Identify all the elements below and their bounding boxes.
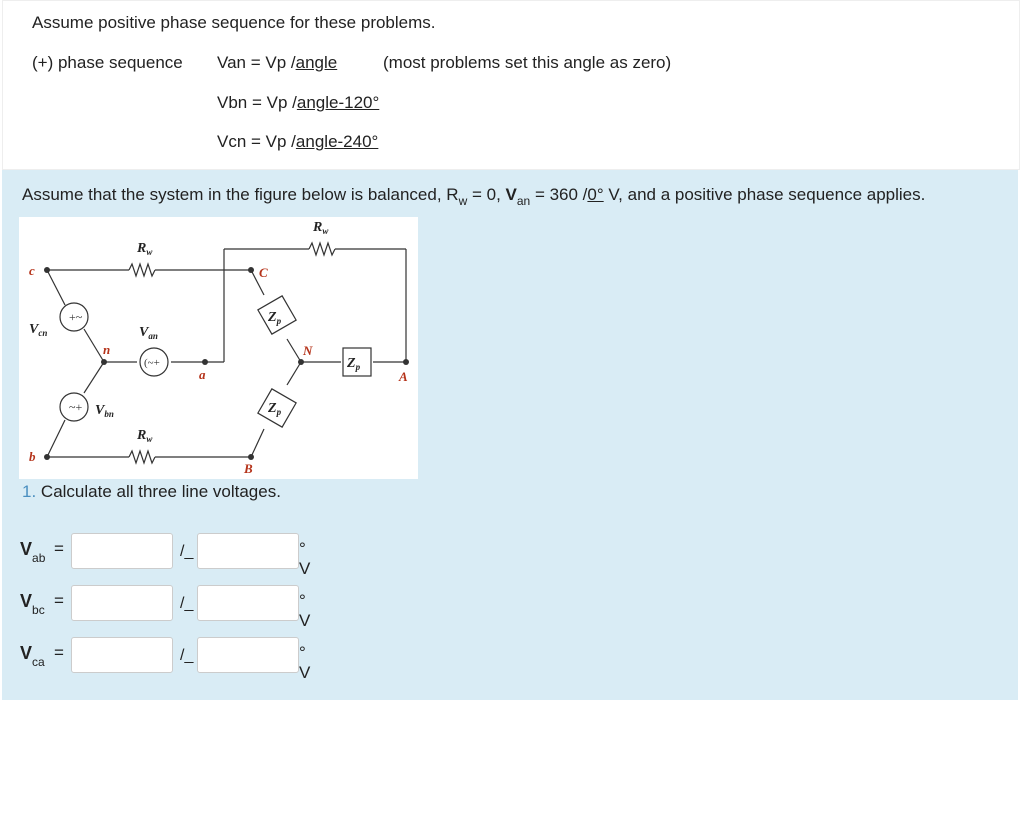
van-equation: Van = Vp /angle [217, 53, 338, 72]
vca-magnitude-input[interactable] [71, 637, 173, 673]
svg-text:+~: +~ [69, 310, 83, 324]
vbn-equation: Vbn = Vp /angle-120° [217, 93, 380, 112]
rw-label-top: $R_w$ [313, 220, 329, 236]
angle-symbol: /_ [180, 647, 194, 664]
vcn-equation: Vcn = Vp /angle-240° [217, 132, 379, 151]
three-phase-circuit-diagram [19, 217, 418, 479]
vcn-label: $V_{cn}$ [29, 322, 48, 338]
circuit-figure [19, 217, 418, 479]
vbc-angle-input[interactable] [197, 585, 299, 621]
node-A: A [399, 369, 408, 384]
vca-label: $V_{ca}$ [20, 643, 45, 669]
van-label: $V_{an}$ [139, 325, 158, 341]
unit-label: ° V [299, 539, 311, 578]
node-n: n [103, 342, 111, 357]
svg-text:~+: ~+ [69, 400, 83, 414]
unit-label: ° V [299, 643, 311, 682]
svg-text:(~+: (~+ [144, 357, 160, 369]
equals-sign: = [54, 591, 64, 610]
zp-label-2: $Z_p$ [268, 401, 282, 417]
vbc-magnitude-input[interactable] [71, 585, 173, 621]
vca-angle-input[interactable] [197, 637, 299, 673]
angle-symbol: /_ [180, 595, 194, 612]
zp-label-1: $Z_p$ [268, 310, 282, 326]
zp-label-3: $Z_p$ [347, 356, 361, 372]
vab-label: $V_{ab}$ [20, 539, 46, 565]
equals-sign: = [54, 643, 64, 662]
vab-angle-input[interactable] [197, 533, 299, 569]
node-N: N [303, 343, 313, 358]
van-note: (most problems set this angle as zero) [383, 53, 672, 72]
angle-symbol: /_ [180, 543, 194, 560]
rw-label-c: $R_w$ [137, 241, 153, 257]
equals-sign: = [54, 539, 64, 558]
rw-label-b: $R_w$ [137, 428, 153, 444]
node-a: a [199, 367, 206, 382]
problem-statement: Assume that the system in the figure below is balanced, $R_w = 0$, $V_{an} = 360$ /0° V, and a positive phase sequence applies. [22, 185, 926, 208]
unit-label: ° V [299, 591, 311, 630]
question-1: 1. Calculate all three line voltages. [22, 482, 281, 501]
node-b: b [29, 449, 36, 464]
intro-line: Assume positive phase sequence for these problems. [32, 13, 436, 32]
vbn-label: $V_{bn}$ [95, 403, 114, 419]
vab-magnitude-input[interactable] [71, 533, 173, 569]
sequence-label: (+) phase sequence [32, 53, 183, 72]
node-c: c [29, 263, 35, 278]
vbc-label: $V_{bc}$ [20, 591, 45, 617]
node-B: B [244, 461, 253, 476]
node-C: C [259, 265, 268, 280]
